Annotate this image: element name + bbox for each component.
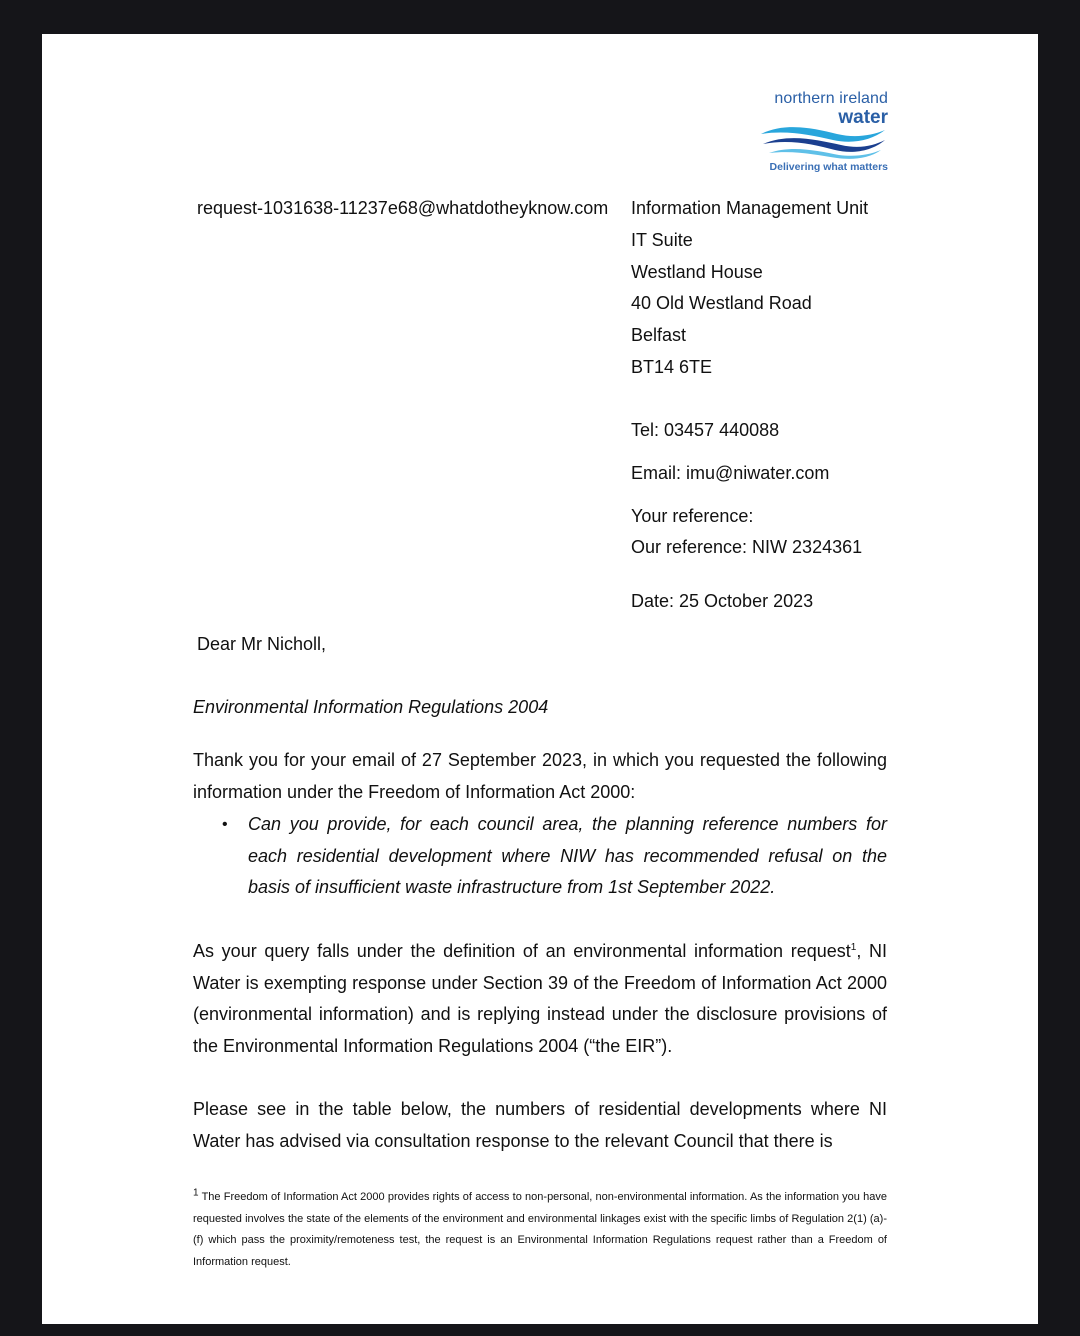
address-line-1: Information Management Unit: [631, 198, 869, 218]
your-reference: Your reference:: [631, 506, 754, 526]
footnote-text: The Freedom of Information Act 2000 provides rights of access to non-personal, non-environmental information. As the information you have requested involves the state of the elements of the environment and environmental linkages exist with the specific limbs of Regulation 2(1) (a)-(f) which pass the proximity/remoteness test, the request is an Environmental Information Regulations request rather than a Freedom of Information request.: [193, 1191, 887, 1268]
footnote: [193, 1187, 887, 1273]
letter-heading: Environmental Information Regulations 2004: [193, 697, 549, 717]
wave-logo-icon: [759, 124, 887, 160]
paragraph-3: Please see in the table below, the numbers of residential developments where NI Water has advised via consultation response to the relevant Council that there is: [193, 1099, 887, 1151]
address-line-6: BT14 6TE: [631, 357, 713, 377]
sender-tel: Tel: 03457 440088: [631, 420, 780, 440]
bullet-dot: •: [222, 816, 228, 833]
letter-date: Date: 25 October 2023: [631, 591, 814, 611]
letter-page: [42, 34, 1038, 1324]
footnote-reference: 1: [850, 942, 857, 953]
address-line-4: 40 Old Westland Road: [631, 293, 812, 313]
paragraph-2-end: , NI Water is exempting response under Section 39 of the Freedom of Information Act 2000 (environmental information) and is replying instead under the disclosure provisions of the Environmental Information Regulations 2004 (“the EIR”).: [193, 941, 887, 1056]
sender-email: Email: imu@niwater.com: [631, 463, 830, 483]
paragraph-2-start: As your query falls under the definition of an environmental information request: [193, 941, 851, 961]
address-line-3: Westland House: [631, 262, 763, 282]
salutation: Dear Mr Nicholl,: [197, 634, 327, 654]
recipient-email: request-1031638-11237e68@whatdotheyknow.com: [197, 198, 609, 218]
bullet-request-text: Can you provide, for each council area, the planning reference numbers for each residential development where NIW has recommended refusal on the basis of insufficient waste infrastructure from 1st September 2022.: [248, 814, 887, 897]
address-line-2: IT Suite: [631, 230, 693, 250]
address-line-5: Belfast: [631, 325, 687, 345]
paragraph-1: Thank you for your email of 27 September 2023, in which you requested the following information under the Freedom of Information Act 2000:: [193, 750, 887, 802]
niwater-logo: [754, 88, 888, 178]
footnote-marker: 1: [193, 1187, 199, 1199]
logo-tagline: Delivering what matters: [769, 161, 888, 173]
logo-text-line2: water: [838, 107, 888, 128]
paragraph-2: [193, 936, 887, 1062]
logo-text-line1: northern ireland: [774, 90, 888, 107]
our-reference: Our reference: NIW 2324361: [631, 537, 863, 557]
